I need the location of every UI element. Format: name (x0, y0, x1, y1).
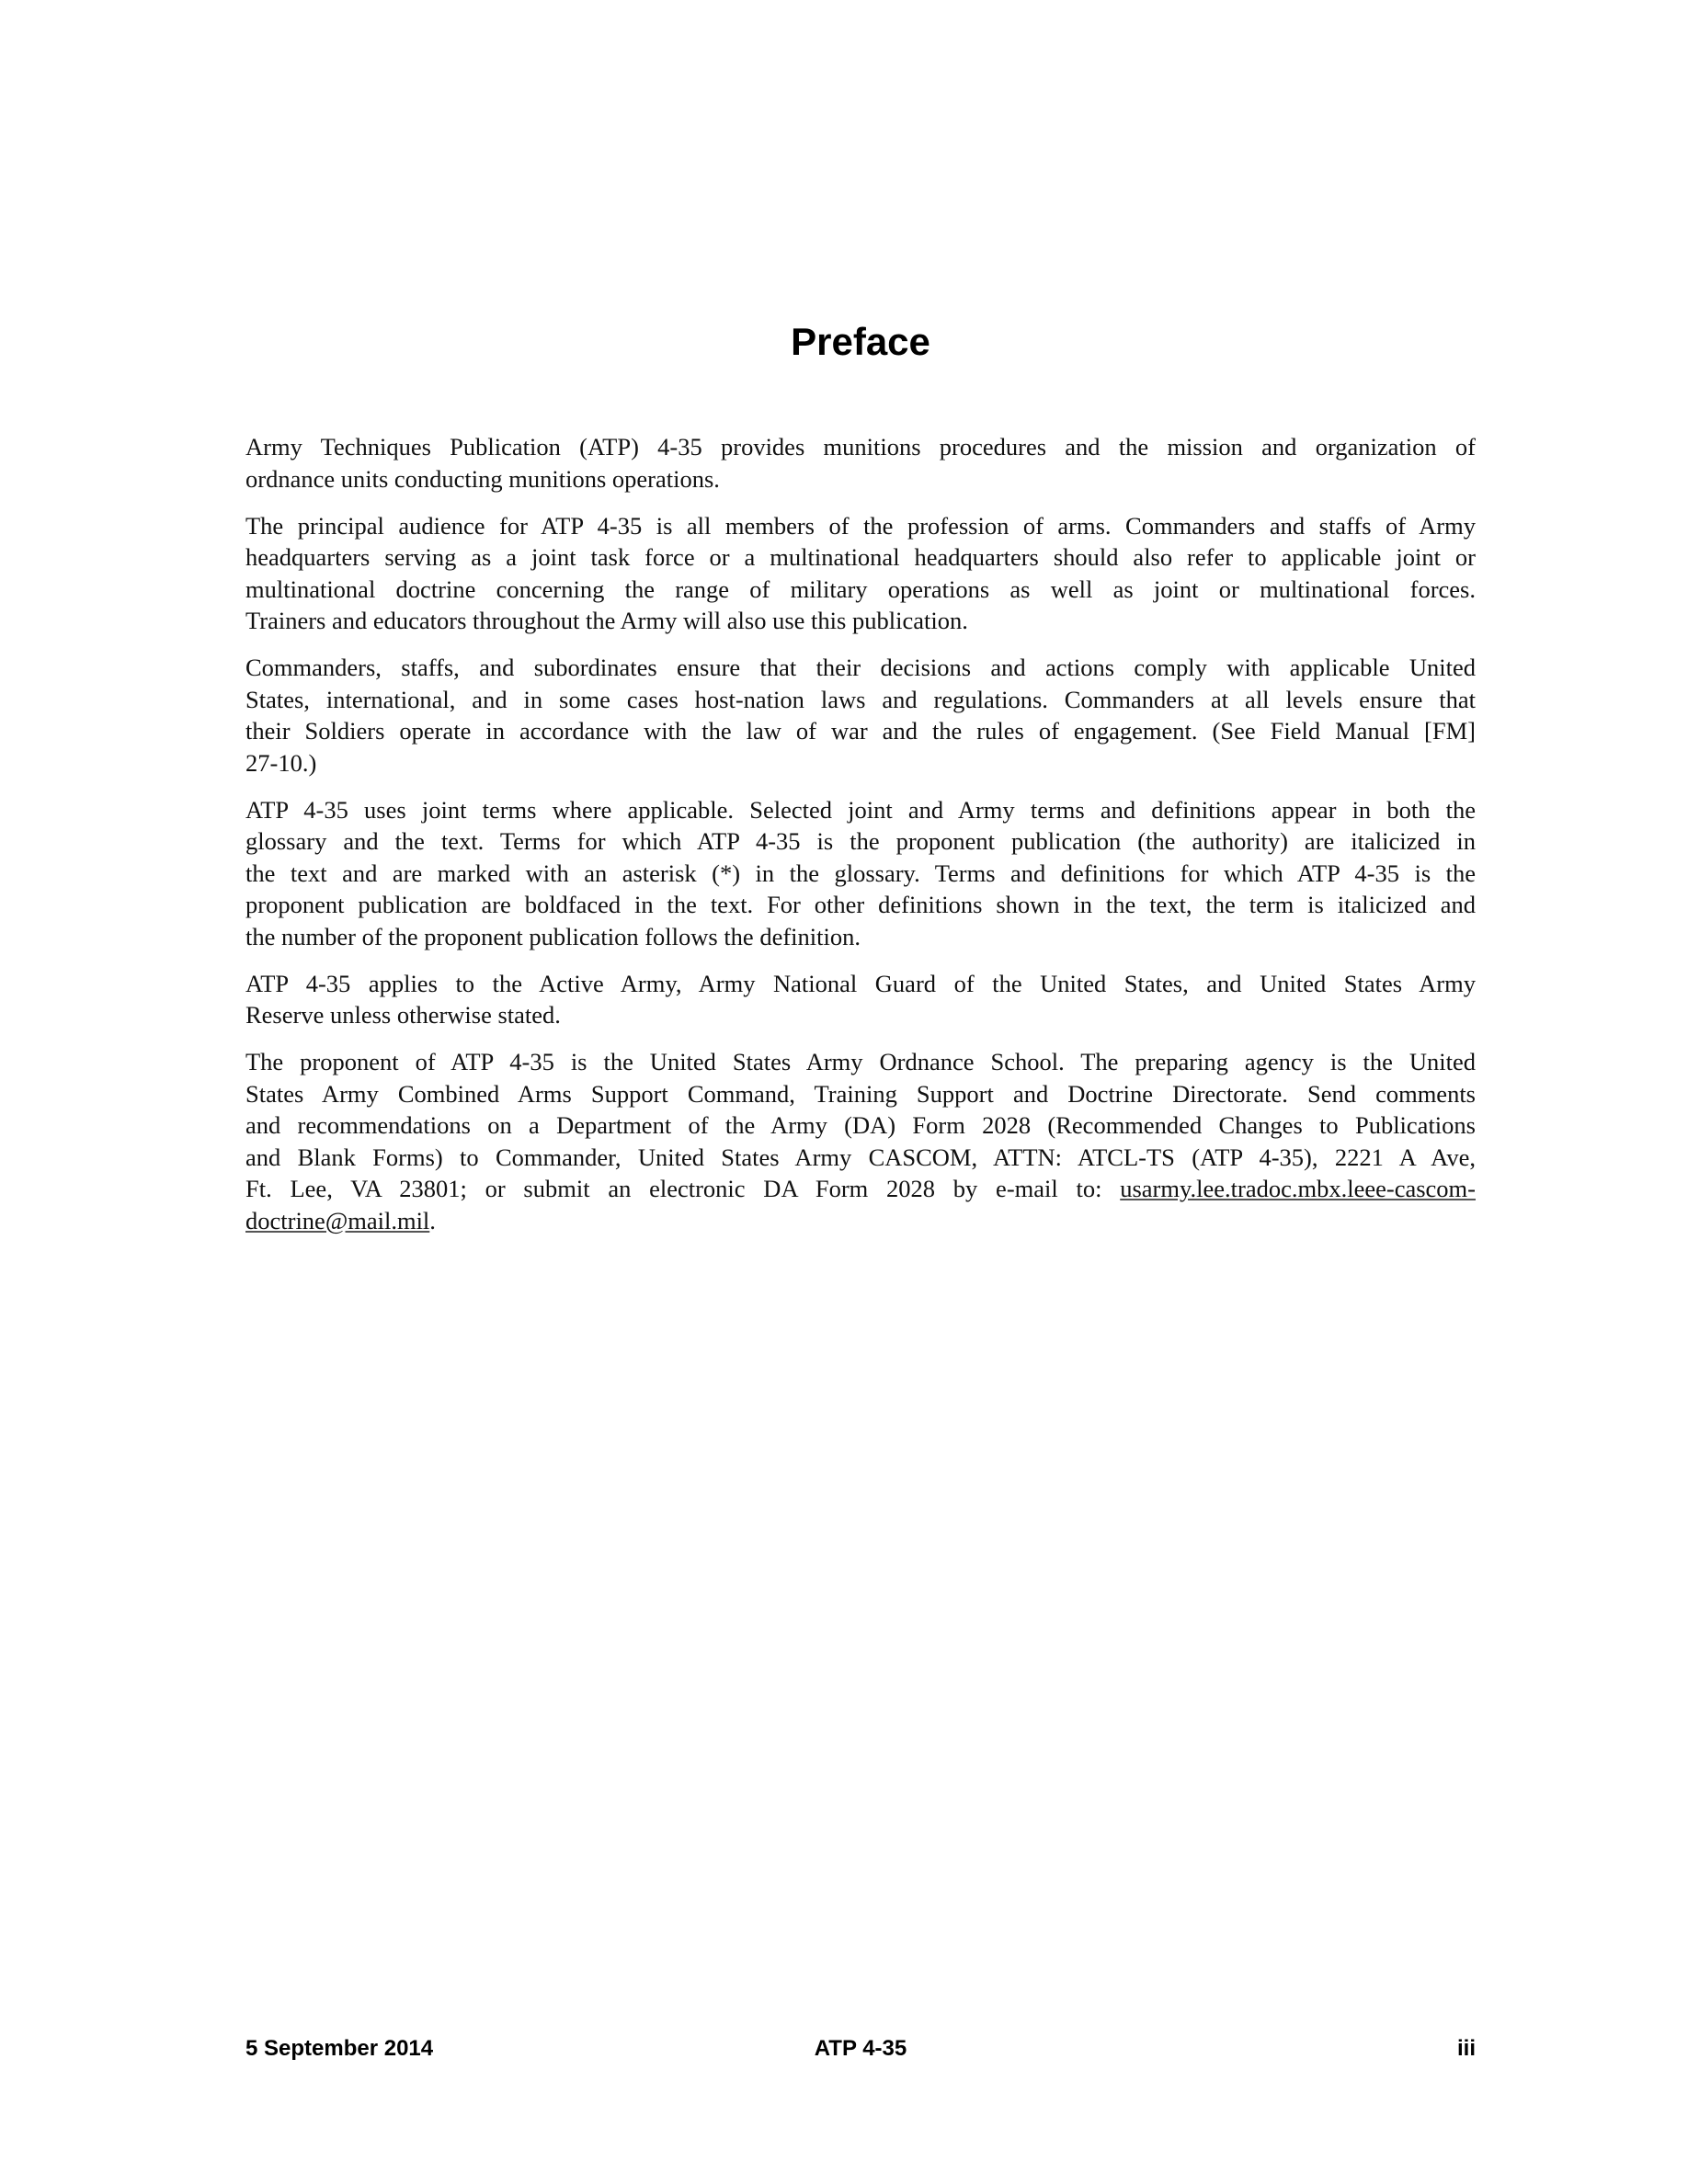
text-line: Trainers and educators throughout the Army will also use this publication. (245, 607, 968, 634)
paragraph-audience (245, 510, 1476, 637)
text-line: the text and are marked with an asterisk (*) in the glossary. Terms and definitions for which ATP 4-35 is the (245, 859, 1476, 887)
paragraph-applicability (245, 968, 1476, 1031)
text-line: glossary and the text. Terms for which ATP 4-35 is the proponent publication (the authority) are italicized in (245, 827, 1476, 855)
paragraph-proponent (245, 1046, 1476, 1236)
text-line: Commanders, staffs, and subordinates ensure that their decisions and actions comply with applicable United (245, 654, 1476, 681)
text-line: proponent publication are boldfaced in the text. For other definitions shown in the text, the term is italicized and (245, 891, 1476, 918)
text-line: headquarters serving as a joint task force or a multinational headquarters should also refer to applicable joint or (245, 543, 1476, 571)
paragraph-purpose (245, 431, 1476, 495)
text-line: multinational doctrine concerning the range of military operations as well as joint or multinational forces. (245, 574, 1476, 603)
footer-page-number: iii (1456, 2036, 1476, 2061)
footer-publication: ATP 4-35 (814, 2036, 907, 2061)
text-line: ATP 4-35 applies to the Active Army, Army National Guard of the United States, and United States Army (245, 969, 1476, 997)
text-line: ATP 4-35 uses joint terms where applicable. Selected joint and Army terms and definitions appear in both the (245, 795, 1476, 824)
text-line-with-email (245, 1205, 1476, 1237)
text-segment: . (429, 1206, 436, 1234)
text-line: their Soldiers operate in accordance with the law of war and the rules of engagement. (See Field Manual [FM] (245, 717, 1476, 745)
text-line: The proponent of ATP 4-35 is the United States Army Ordnance School. The preparing agency is the United (245, 1048, 1476, 1075)
email-link-part-2[interactable]: doctrine@mail.mil (245, 1206, 430, 1234)
footer-date: 5 September 2014 (245, 2036, 434, 2061)
text-line-with-email (245, 1173, 1476, 1205)
page-footer (245, 2035, 1476, 2063)
text-line: ordnance units conducting munitions operations. (245, 464, 720, 493)
text-line: Army Techniques Publication (ATP) 4-35 provides munitions procedures and the mission and organization of (245, 433, 1476, 461)
text-line: Reserve unless otherwise stated. (245, 1001, 561, 1029)
text-line: and recommendations on a Department of the Army (DA) Form 2028 (Recommended Changes to Publications (245, 1111, 1476, 1139)
text-line: States, international, and in some cases host-nation laws and regulations. Commanders at all levels ensure that (245, 685, 1476, 713)
page-title: Preface (791, 320, 930, 363)
text-line: the number of the proponent publication follows the definition. (245, 922, 861, 950)
text-line: and Blank Forms) to Commander, United States Army CASCOM, ATTN: ATCL-TS (ATP 4-35), 2221 A Ave, (245, 1143, 1476, 1171)
paragraph-compliance (245, 652, 1476, 779)
text-line: The principal audience for ATP 4-35 is all members of the profession of arms. Commanders and staffs of Army (245, 511, 1476, 540)
text-line: 27-10.) (245, 748, 317, 777)
email-link-part-1[interactable]: usarmy.lee.tradoc.mbx.leee-cascom- (1120, 1175, 1476, 1202)
text-line: States Army Combined Arms Support Command, Training Support and Doctrine Directorate. Send comments (245, 1079, 1476, 1108)
text-segment: Ft. Lee, VA 23801; or submit an electronic DA Form 2028 by e-mail to: (245, 1175, 1121, 1202)
preface-body (245, 431, 1476, 1252)
paragraph-terms (245, 794, 1476, 953)
